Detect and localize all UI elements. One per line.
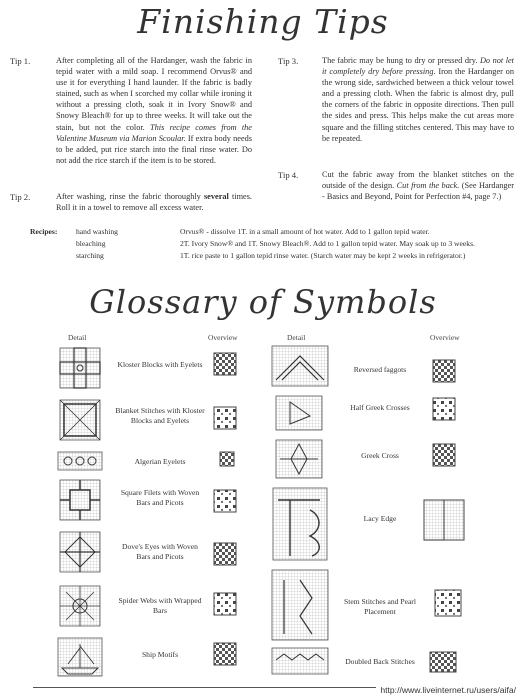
col-detail: Detail xyxy=(68,333,87,342)
detail-ship-motifs xyxy=(58,638,102,676)
detail-greek-cross xyxy=(276,440,322,478)
overview-algerian-eyelets xyxy=(220,452,234,466)
symbol-label: Half Greek Crosses xyxy=(350,403,410,412)
overview-doubled-back-stitches xyxy=(430,652,456,672)
tip-4-label: Tip 4. xyxy=(278,170,299,180)
tip-3-label: Tip 3. xyxy=(278,56,299,66)
symbol-label: Blanket Stitches with Kloster Blocks and Eyelets xyxy=(115,406,205,425)
recipe-name: bleaching xyxy=(76,239,106,248)
detail-kloster-blocks xyxy=(60,348,100,388)
overview-blanket-stitches xyxy=(214,407,236,429)
detail-square-filets xyxy=(60,480,100,520)
symbol-label: Reversed faggots xyxy=(353,365,407,374)
col-overview: Overview xyxy=(208,333,238,342)
overview-lacy-edge xyxy=(424,500,464,540)
detail-stem-stitches xyxy=(272,570,328,640)
recipe-name: hand washing xyxy=(76,227,118,236)
symbol-label: Dove's Eyes with Woven Bars and Picots xyxy=(122,542,198,561)
symbol-label: Greek Cross xyxy=(361,451,399,460)
overview-reversed-faggots xyxy=(433,360,455,382)
overview-half-greek-crosses xyxy=(433,398,455,420)
recipe-text: Orvus® - dissolve 1T. in a small amount of hot water. Add to 1 gallon tepid water. xyxy=(180,227,430,236)
overview-spider-webs xyxy=(214,593,236,615)
recipe-text: 1T. rice paste to 1 gallon tepid rinse water. (Starch water may be kept 2 weeks in refrigerator.) xyxy=(180,251,466,260)
symbol-label: Kloster Blocks with Eyelets xyxy=(117,360,203,369)
tip-1-label: Tip 1. xyxy=(10,56,31,66)
symbol-label: Lacy Edge xyxy=(363,514,397,523)
page-title: Finishing Tips xyxy=(137,2,389,41)
symbol-label: Ship Motifs xyxy=(141,650,179,659)
glossary-title: Glossary of Symbols xyxy=(89,283,437,321)
overview-square-filets xyxy=(214,490,236,512)
detail-reversed-faggots xyxy=(272,346,328,386)
recipe-name: starching xyxy=(76,251,104,260)
detail-half-greek-crosses xyxy=(276,396,322,430)
detail-doubled-back-stitches xyxy=(272,648,328,674)
symbol-label: Algerian Eyelets xyxy=(134,457,186,466)
tip-3-body: The fabric may be hung to dry or pressed dry. Do not let it completely dry before pressing. Iron the Hardanger on the wrong side, sardwiched between a thick velour towel and a pressing cloth. When the fabric is almost dry, pull the corners of the fabric in opposite directions. Then pull the sides and press. This helps make the cut areas more square and the filling stitches centered. This may have to be repeated. xyxy=(322,56,514,143)
detail-doves-eyes xyxy=(60,532,100,572)
symbol-label: Spider Webs with Wrapped Bars xyxy=(118,596,202,615)
col-detail: Detail xyxy=(287,333,306,342)
overview-stem-stitches xyxy=(435,590,461,616)
detail-spider-webs xyxy=(60,586,100,626)
symbol-label: Stem Stitches and Pearl Placement xyxy=(344,597,416,616)
tip-2-body: After washing, rinse the fabric thoroughly several times. Roll it in a towel to remove all excess water. xyxy=(56,192,253,213)
recipes-heading: Recipes: xyxy=(30,227,58,236)
symbol-label: Square Filets with Woven Bars and Picots xyxy=(120,488,200,507)
overview-ship-motifs xyxy=(214,643,236,665)
tip-1-body: After completing all of the Hardanger, wash the fabric in tepid water with a mild soap. I recommend Orvus® and use it for everything I hand launder. If the fabric is badly stained, such as when I scorched my collar while ironing it without a pressing cloth, soak it in Ivory Snow® and Snowy Bleach® for up to three weeks. It will take out the stain, but not the color. This recipe comes from the Valentine Museum via Marion Scoular. If extra body needs to be added, put rice starch into the final rinse water. Do not add the rice starch if the item is to be stored. xyxy=(56,56,253,165)
detail-lacy-edge xyxy=(273,488,327,560)
detail-algerian-eyelets xyxy=(58,452,102,470)
tip-4-body: Cut the fabric away from the blanket stitches on the outside of the design. Cut from the back. (See Hardanger - Basics and Beyond, Point for Perfection #4, page 7.) xyxy=(322,170,514,202)
footer-url[interactable]: http://www.liveinternet.ru/users/aifa/ xyxy=(376,685,516,695)
overview-doves-eyes xyxy=(214,543,236,565)
recipe-text: 2T. Ivory Snow® and 1T. Snowy Bleach®. Add to 1 gallon tepid water. May soak up to 3 weeks. xyxy=(180,239,475,248)
tip-2-label: Tip 2. xyxy=(10,192,31,202)
symbol-label: Doubled Back Stitches xyxy=(345,657,415,666)
overview-greek-cross xyxy=(433,444,455,466)
detail-blanket-stitches xyxy=(60,400,100,440)
col-overview: Overview xyxy=(430,333,460,342)
overview-kloster-blocks xyxy=(214,353,236,375)
